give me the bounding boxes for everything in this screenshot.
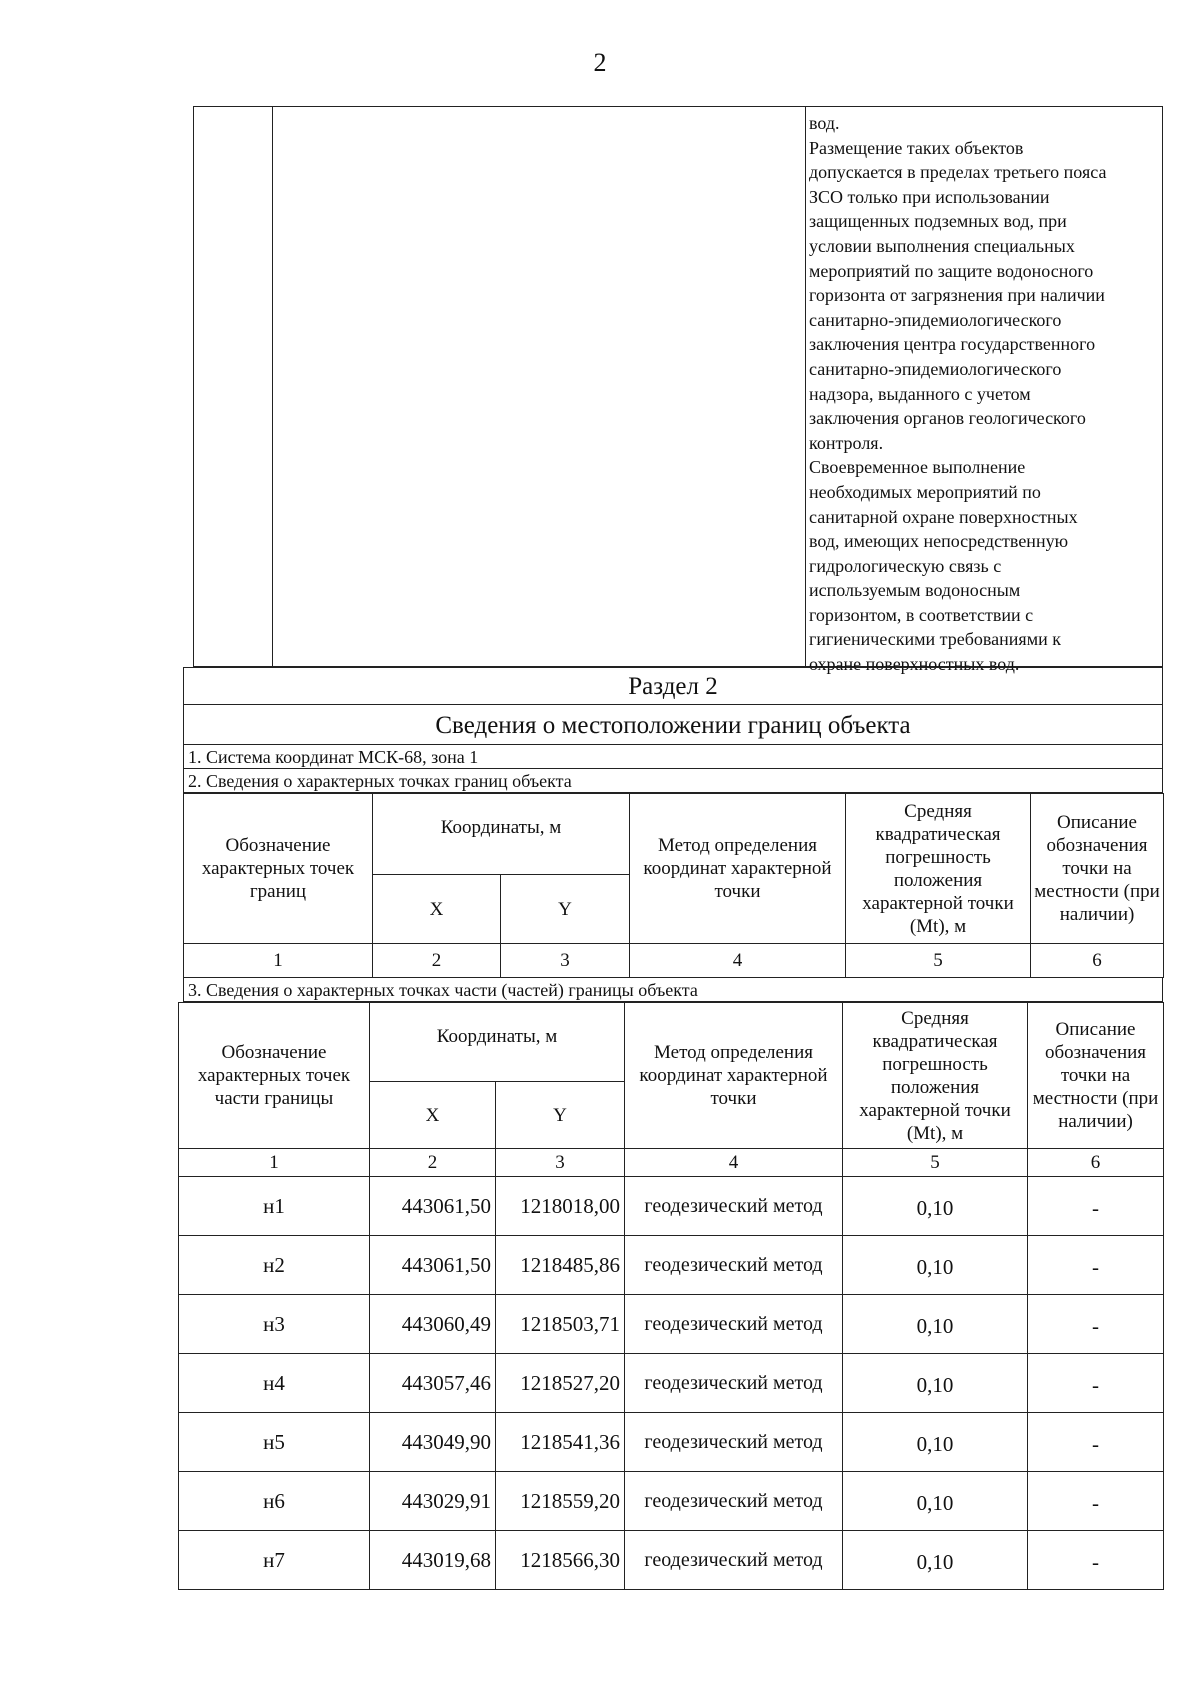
- points-section-title: 2. Сведения о характерных точках границ объекта: [183, 769, 1163, 793]
- description: -: [1028, 1295, 1164, 1354]
- header-method: Метод определения координат характерной точки: [625, 1003, 843, 1149]
- column-number: 1: [179, 1149, 370, 1177]
- coord-y: 1218503,71: [496, 1295, 625, 1354]
- column-number: 2: [373, 944, 501, 978]
- header-y: Y: [501, 875, 630, 944]
- method: геодезический метод: [625, 1295, 843, 1354]
- description: -: [1028, 1531, 1164, 1590]
- column-number: 5: [846, 944, 1031, 978]
- description: -: [1028, 1354, 1164, 1413]
- parts-section-title: 3. Сведения о характерных точках части (частей) границы объекта: [183, 978, 1163, 1002]
- error-value: 0,10: [843, 1472, 1028, 1531]
- header-error: Средняя квадратическая погрешность положения характерной точки (Mt), м: [843, 1003, 1028, 1149]
- coordinate-system: 1. Система координат МСК-68, зона 1: [183, 745, 1163, 769]
- continuation-column-2: [273, 107, 806, 666]
- column-number: 3: [496, 1149, 625, 1177]
- coord-x: 443061,50: [370, 1177, 496, 1236]
- header-error: Средняя квадратическая погрешность положения характерной точки (Mt), м: [846, 794, 1031, 944]
- method: геодезический метод: [625, 1472, 843, 1531]
- description: -: [1028, 1236, 1164, 1295]
- coord-y: 1218566,30: [496, 1531, 625, 1590]
- header-x: X: [373, 875, 501, 944]
- column-number: 4: [625, 1149, 843, 1177]
- coord-x: 443019,68: [370, 1531, 496, 1590]
- coord-y: 1218541,36: [496, 1413, 625, 1472]
- method: геодезический метод: [625, 1354, 843, 1413]
- section-title: Раздел 2: [183, 667, 1163, 705]
- table-row: [179, 1354, 1164, 1413]
- header-description: Описание обозначения точки на местности (при наличии): [1031, 794, 1164, 944]
- table-row: [179, 1236, 1164, 1295]
- method: геодезический метод: [625, 1531, 843, 1590]
- error-value: 0,10: [843, 1354, 1028, 1413]
- column-number: 1: [184, 944, 373, 978]
- header-designation: Обозначение характерных точек границ: [184, 794, 373, 944]
- point-id: н4: [179, 1354, 370, 1413]
- coord-y: 1218527,20: [496, 1354, 625, 1413]
- error-value: 0,10: [843, 1177, 1028, 1236]
- header-coordinates: Координаты, м: [370, 1003, 625, 1082]
- point-id: н7: [179, 1531, 370, 1590]
- section-subtitle: Сведения о местоположении границ объекта: [183, 705, 1163, 745]
- coord-y: 1218018,00: [496, 1177, 625, 1236]
- coord-y: 1218485,86: [496, 1236, 625, 1295]
- point-id: н3: [179, 1295, 370, 1354]
- method: геодезический метод: [625, 1236, 843, 1295]
- table-row: [179, 1472, 1164, 1531]
- table-row: [179, 1295, 1164, 1354]
- header-designation: Обозначение характерных точек части границы: [179, 1003, 370, 1149]
- method: геодезический метод: [625, 1413, 843, 1472]
- table-row: [179, 1531, 1164, 1590]
- column-number: 6: [1028, 1149, 1164, 1177]
- header-coordinates: Координаты, м: [373, 794, 630, 875]
- header-description: Описание обозначения точки на местности (при наличии): [1028, 1003, 1164, 1149]
- description: -: [1028, 1177, 1164, 1236]
- table-row: [179, 1413, 1164, 1472]
- error-value: 0,10: [843, 1236, 1028, 1295]
- continuation-column-1: [194, 107, 273, 666]
- point-id: н1: [179, 1177, 370, 1236]
- column-number: 5: [843, 1149, 1028, 1177]
- point-id: н5: [179, 1413, 370, 1472]
- point-id: н6: [179, 1472, 370, 1531]
- coord-x: 443060,49: [370, 1295, 496, 1354]
- header-x: X: [370, 1082, 496, 1149]
- parts-table: [178, 1002, 1164, 1590]
- error-value: 0,10: [843, 1413, 1028, 1472]
- column-number: 6: [1031, 944, 1164, 978]
- points-table: [183, 793, 1164, 978]
- continuation-text: вод. Размещение таких объектов допускается в пределах третьего пояса ЗСО только при использовании защищенных подземных вод, при условии выполнения специальных мероприятий по защите водоносного горизонта от загрязнения при наличии санитарно-эпидемиологического заключения центра государственного санитарно-эпидемиологического надзора, выданного с учетом заключения органов геологического контроля. Своевременное выполнение необходимых мероприятий по санитарной охране поверхностных вод, имеющих непосредственную гидрологическую связь с используемым водоносным горизонтом, в соответствии с гигиеническими требованиями к охране поверхностных вод.: [809, 113, 1107, 675]
- column-number: 2: [370, 1149, 496, 1177]
- continuation-table: [193, 106, 1163, 675]
- point-id: н2: [179, 1236, 370, 1295]
- method: геодезический метод: [625, 1177, 843, 1236]
- column-number: 3: [501, 944, 630, 978]
- table-row: [179, 1177, 1164, 1236]
- coord-y: 1218559,20: [496, 1472, 625, 1531]
- header-method: Метод определения координат характерной точки: [630, 794, 846, 944]
- coord-x: 443061,50: [370, 1236, 496, 1295]
- coord-x: 443057,46: [370, 1354, 496, 1413]
- header-y: Y: [496, 1082, 625, 1149]
- coord-x: 443049,90: [370, 1413, 496, 1472]
- description: -: [1028, 1472, 1164, 1531]
- coord-x: 443029,91: [370, 1472, 496, 1531]
- error-value: 0,10: [843, 1295, 1028, 1354]
- description: -: [1028, 1413, 1164, 1472]
- error-value: 0,10: [843, 1531, 1028, 1590]
- column-number: 4: [630, 944, 846, 978]
- page-number: 2: [593, 48, 607, 77]
